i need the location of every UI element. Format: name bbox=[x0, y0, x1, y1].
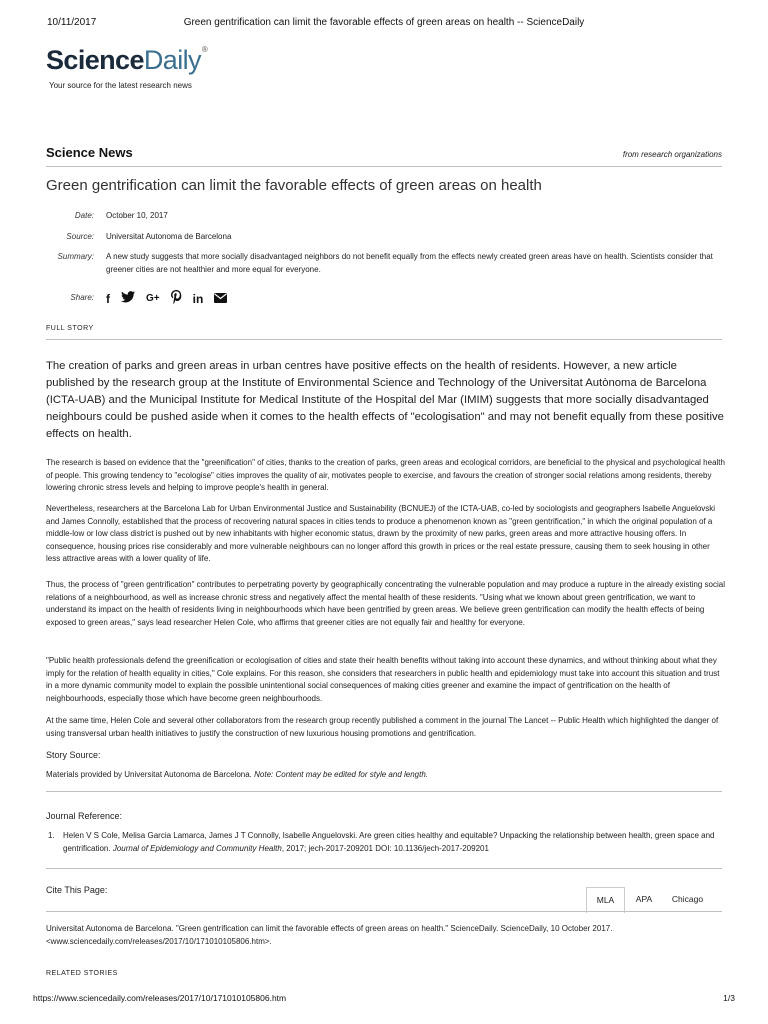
logo-text-science: Science bbox=[46, 45, 144, 75]
divider bbox=[46, 166, 722, 167]
citation-text: Universitat Autonoma de Barcelona. "Green gentrification can limit the favorable effects of green areas on health." ScienceDaily. ScienceDaily, 10 October 2017. <www.sciencedaily.com/releases/2017/10/171010105806.htm>. bbox=[46, 924, 613, 946]
divider bbox=[46, 868, 722, 869]
date-label: Date: bbox=[74, 211, 94, 220]
reference-text bbox=[63, 829, 718, 855]
lead-paragraph: The creation of parks and green areas in urban centres have positive effects on the health of residents. However, a new article published by the research group at the Institute of Environmental Science and Technology of the Universitat Autònoma de Barcelona (ICTA-UAB) and the Municipal Institute for Medical Institute of the Hospital del Mar (IMIM) suggests that more socially disadvantaged neighbours could be pushed aside when it comes to the health effects of "ecologisation" and may not benefit equally from these positive effects on health. bbox=[46, 360, 724, 440]
story-source-note: Note: Content may be edited for style and length. bbox=[254, 770, 429, 779]
related-stories-label: RELATED STORIES bbox=[46, 970, 118, 977]
tagline: Your source for the latest research news bbox=[49, 81, 192, 90]
tab-mla[interactable]: MLA bbox=[586, 887, 625, 913]
citation-format-tabs bbox=[586, 887, 712, 912]
pinterest-icon[interactable] bbox=[171, 290, 182, 307]
divider bbox=[46, 339, 722, 340]
reference-number: 1. bbox=[48, 831, 55, 840]
cite-label: Cite This Page: bbox=[46, 885, 108, 895]
full-story-label: FULL STORY bbox=[46, 325, 94, 332]
twitter-icon[interactable] bbox=[121, 291, 135, 306]
tab-chicago[interactable]: Chicago bbox=[671, 894, 704, 904]
reference-details: , 2017; jech-2017-209201 DOI: 10.1136/jech-2017-209201 bbox=[281, 844, 489, 853]
print-date: 10/11/2017 bbox=[47, 17, 97, 28]
print-page-number: 1/3 bbox=[723, 993, 735, 1003]
article-paragraph: "Public health professionals defend the greenification or ecologisation of cities and state their health benefits without taking into account these dynamics, and without thinking about what they imply for the relation of health equality in cities," Cole explains. For this reason, she considers that researchers in public health and epidemiology must take into account this situation and trust in a more dynamic community model to explain the possible unintentional social consequences of making cities greener and examine the impact of gentrification on the health of neighbourhoods, especially those which have become green neighbourhoods. bbox=[46, 656, 720, 703]
section-source: from research organizations bbox=[622, 150, 722, 159]
email-icon[interactable] bbox=[214, 292, 227, 306]
share-bar bbox=[106, 290, 227, 307]
registered-mark: ® bbox=[201, 45, 208, 54]
page-title: Green gentrification can limit the favorable effects of green areas on health bbox=[46, 177, 542, 194]
reference-authors-title: Helen V S Cole, Melisa Garcia Lamarca, James J T Connolly, Isabelle Anguelovski. Are green cities healthy and equitable? Unpacking the relationship between health, green space and gentrification. bbox=[63, 831, 715, 853]
summary-label: Summary: bbox=[57, 252, 94, 261]
tab-apa[interactable]: APA bbox=[635, 894, 653, 904]
share-label: Share: bbox=[70, 293, 94, 302]
article-paragraph: At the same time, Helen Cole and several other collaborators from the research group recently published a comment in the journal The Lancet -- Public Health which highlighted the danger of using transversal urban health initiatives to justify the construction of new luxurious housing promotions and gentrification. bbox=[46, 716, 719, 738]
divider bbox=[46, 791, 722, 792]
article-paragraph: Nevertheless, researchers at the Barcelona Lab for Urban Environmental Justice and Sustainability (BCNUEJ) of the ICTA-UAB, co-led by sociologists and geographers Isabelle Anguelovski and James Connolly, established that the process of recovering natural spaces in cities tends to produce a phenomenon known as "green gentrification," in which the original population of a middle-low or low class district is pushed out by new inhabitants with higher economic status, drawn by the proximity of new parks, green areas and more attractive housing offers. In consequence, housing prices rise considerably and more vulnerable neighbours can no longer afford this growth in prices or the real estate pressure, causing them to seek housing in other less attractive areas with a lower quality of life. bbox=[46, 504, 716, 564]
journal-reference-label: Journal Reference: bbox=[46, 811, 123, 821]
divider bbox=[46, 911, 722, 912]
date-value: October 10, 2017 bbox=[106, 211, 168, 220]
journal-reference-item bbox=[48, 829, 718, 855]
summary-value: A new study suggests that more socially disadvantaged neighbors do not benefit equally from the effects newly created green areas have on health. Scientists consider that greener cities are not healthier and more equal for everyone. bbox=[106, 252, 713, 274]
logo-text-daily: Daily bbox=[143, 45, 201, 75]
google-plus-icon[interactable]: G+ bbox=[146, 293, 160, 304]
print-url: https://www.sciencedaily.com/releases/2017/10/171010105806.htm bbox=[33, 993, 287, 1003]
source-value: Universitat Autonoma de Barcelona bbox=[106, 232, 232, 241]
story-source-materials: Materials provided by Universitat Autonoma de Barcelona. bbox=[46, 770, 252, 779]
article-paragraph: The research is based on evidence that the "greenification" of cities, thanks to the creation of parks, green areas and ecological corridors, are beneficial to the physical and psychological health of people. This growing tendency to "ecologise" cities improves the quality of air, motivates people to exercise, and favours the creation of stronger social relations among residents, thereby lowering chronic stress levels and helping to improve people's health in general. bbox=[46, 458, 725, 493]
print-page-title: Green gentrification can limit the favorable effects of green areas on health -- ScienceDaily bbox=[183, 17, 585, 28]
facebook-icon[interactable]: f bbox=[106, 291, 110, 306]
print-header bbox=[0, 17, 768, 31]
story-source-text bbox=[46, 769, 726, 782]
reference-journal[interactable]: Journal of Epidemiology and Community Health bbox=[112, 844, 282, 853]
sciencedaily-logo[interactable] bbox=[46, 45, 207, 76]
section-title: Science News bbox=[46, 145, 133, 160]
linkedin-icon[interactable]: in bbox=[192, 291, 204, 306]
story-source-label: Story Source: bbox=[46, 750, 101, 760]
source-label: Source: bbox=[66, 232, 94, 241]
article-paragraph: Thus, the process of "green gentrification" contributes to perpetrating poverty by geographically concentrating the vulnerable population and may produce a rupture in the already existing social relations of a neighbourhood, as well as increase chronic stress and negatively affect the mental health of these residents. "Using what we known about green gentrification, we want to understand its impact on the health of residents living in neighbourhoods which have been gentrified by green areas. We believe green gentrification can modify the health effects of being exposed to green areas," says lead researcher Helen Cole, who affirms that greener cities are not equally fair and healthy for everyone. bbox=[46, 580, 725, 627]
